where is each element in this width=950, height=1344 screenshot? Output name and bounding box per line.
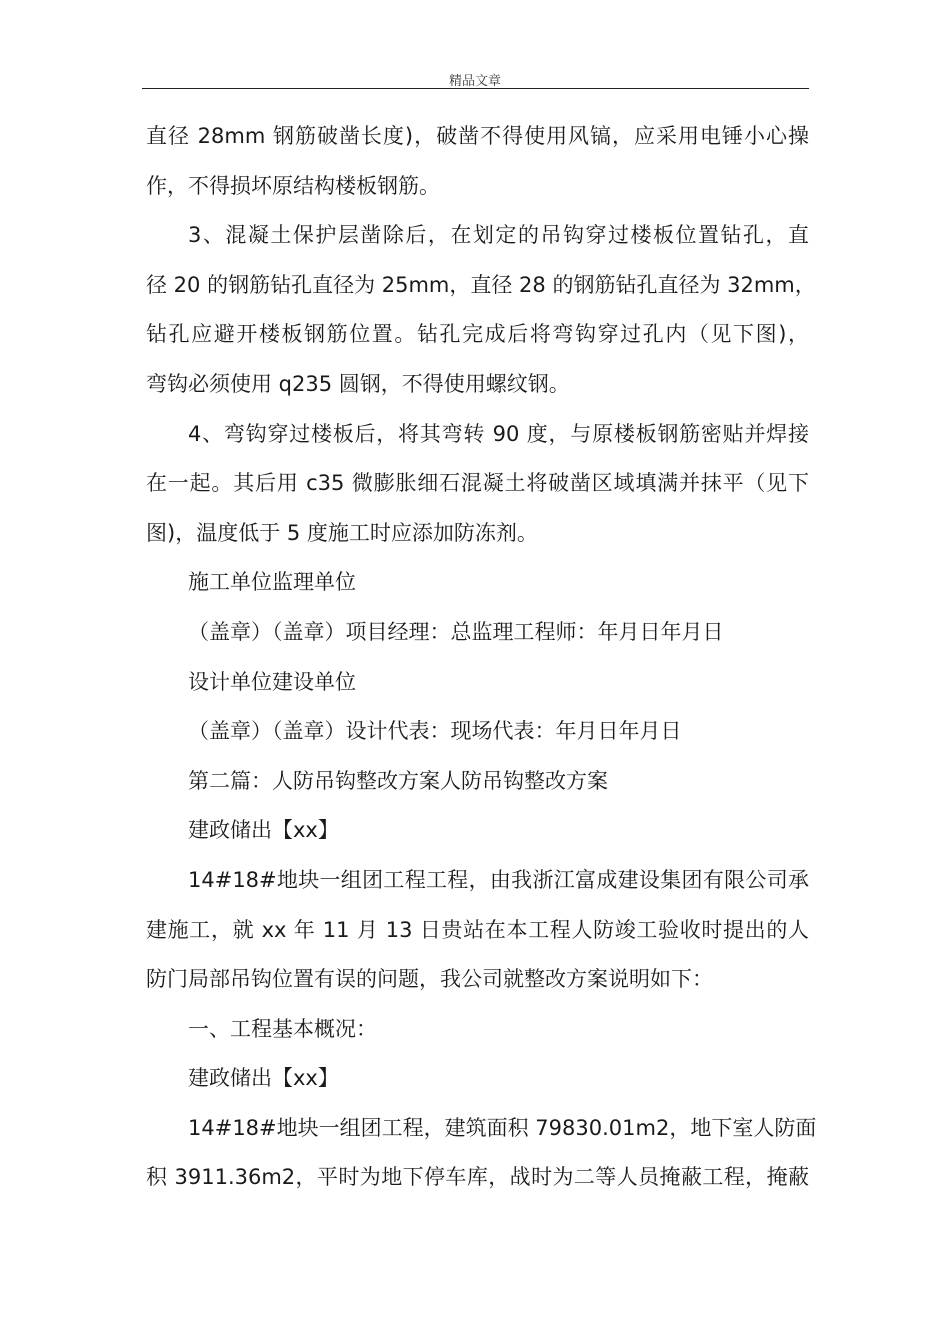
paragraph-line: 14#18#地块一组团工程，建筑面积 79830.01m2，地下室人防面 <box>188 1115 817 1140</box>
paragraph-line: 图)，温度低于 5 度施工时应添加防冻剂。 <box>146 520 538 545</box>
paragraph-line: 作，不得损坏原结构楼板钢筋。 <box>146 173 440 198</box>
paragraph-line: 3、混凝土保护层凿除后，在划定的吊钩穿过楼板位置钻孔，直 <box>188 223 809 248</box>
paragraph-line: 径 20 的钢筋钻孔直径为 25mm，直径 28 的钢筋钻孔直径为 32mm， <box>146 272 816 297</box>
document-number: 建政储出【xx】 <box>188 818 339 843</box>
paragraph-line: 直径 28mm 钢筋破凿长度)，破凿不得使用风镐，应采用电锤小心操 <box>146 124 809 148</box>
header-divider <box>142 88 809 89</box>
paragraph-line: 4、弯钩穿过楼板后，将其弯转 90 度，与原楼板钢筋密贴并焊接 <box>188 421 809 446</box>
paragraph-line: 在一起。其后用 c35 微膨胀细石混凝土将破凿区域填满并抹平（见下 <box>146 471 809 496</box>
paragraph-line: 防门局部吊钩位置有误的问题，我公司就整改方案说明如下： <box>146 967 713 992</box>
subsection-heading: 一、工程基本概况： <box>188 1016 377 1041</box>
signature-seal-line: （盖章）（盖章）项目经理：总监理工程师：年月日年月日 <box>188 619 724 644</box>
header-title: 精品文章 <box>448 74 501 89</box>
paragraph-line: 14#18#地块一组团工程工程，由我浙江富成建设集团有限公司承 <box>188 867 809 892</box>
signature-units-line: 设计单位建设单位 <box>188 669 356 694</box>
paragraph-line: 建施工，就 xx 年 11 月 13 日贵站在本工程人防竣工验收时提出的人 <box>146 917 809 942</box>
document-body <box>146 112 817 1203</box>
document-number: 建政储出【xx】 <box>188 1066 339 1091</box>
section-heading: 第二篇：人防吊钩整改方案人防吊钩整改方案 <box>188 768 608 793</box>
paragraph-line: 钻孔应避开楼板钢筋位置。钻孔完成后将弯钩穿过孔内（见下图)， <box>146 322 809 347</box>
paragraph-line: 弯钩必须使用 q235 圆钢，不得使用螺纹钢。 <box>146 371 570 396</box>
paragraph-line: 积 3911.36m2，平时为地下停车库，战时为二等人员掩蔽工程，掩蔽 <box>146 1165 809 1190</box>
signature-seal-line: （盖章）（盖章）设计代表：现场代表：年月日年月日 <box>188 719 682 744</box>
signature-units-line: 施工单位监理单位 <box>188 570 356 595</box>
